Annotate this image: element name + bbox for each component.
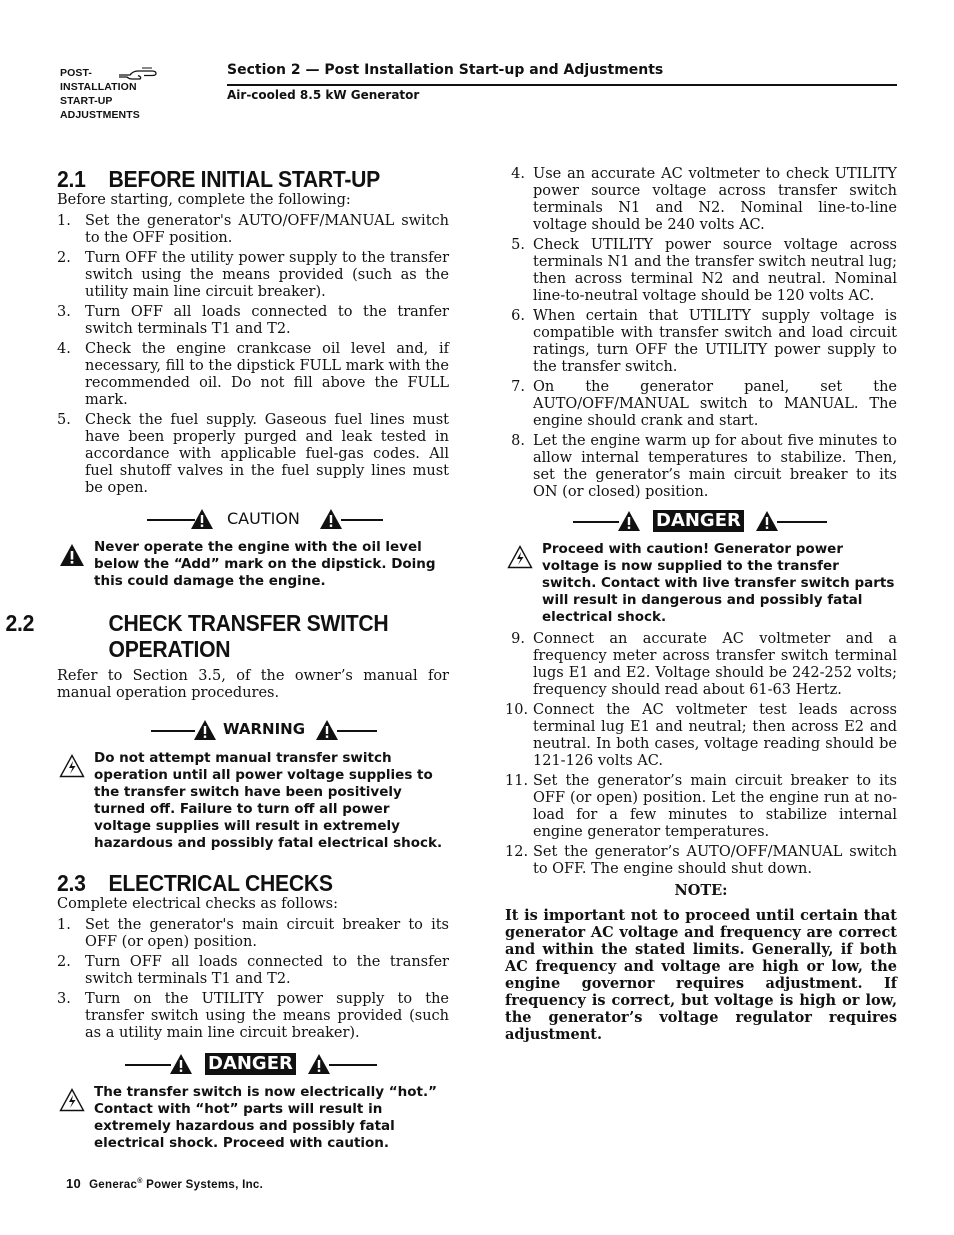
danger-header <box>505 509 897 535</box>
company-name-rest: Power Systems, Inc. <box>146 1179 264 1191</box>
heading-2-1: 2.1 BEFORE INITIAL START-UP <box>57 166 381 192</box>
warning-triangle-icon <box>193 719 217 741</box>
danger-label: DANGER <box>205 1053 296 1075</box>
electrical-hazard-icon <box>59 754 85 778</box>
steps-2-3 <box>57 917 449 1042</box>
left-column <box>5 166 449 1152</box>
danger-message: Proceed with caution! Generator power voltage is now supplied to the transfer switch. Contact with live transfer switch parts will result in dangerous and possibly fatal electrical shock. <box>505 541 897 626</box>
electrical-hazard-icon <box>507 545 533 569</box>
list-item: 2. Turn OFF the utility power supply to the transfer switch using the means provided (such as the utility main line circuit breaker). <box>57 250 449 300</box>
electrical-hazard-icon <box>59 1088 85 1112</box>
steps-2-3-continued <box>505 166 897 501</box>
registered-mark: ® <box>137 1178 143 1186</box>
heading-2-2: 2.2 CHECK TRANSFER SWITCH OPERATION <box>5 610 389 662</box>
logo-line: ADJUSTMENTS <box>60 109 140 121</box>
steps-2-1 <box>57 213 449 497</box>
heading-2-3: 2.3 ELECTRICAL CHECKS <box>57 870 333 896</box>
document-subtitle: Air-cooled 8.5 kW Generator <box>227 88 420 102</box>
intro-text: Refer to Section 3.5, of the owner’s manual for manual operation procedures. <box>57 668 449 701</box>
list-item: 5. Check UTILITY power source voltage across terminals N1 and the transfer switch neutral lug; then across terminal N2 and neutral. Nominal line-to-neutral voltage should be 120 volts AC. <box>511 237 897 304</box>
caution-header <box>57 507 449 533</box>
warning-triangle-icon <box>755 510 779 532</box>
list-item: 8. Let the engine warm up for about five minutes to allow internal temperatures to stabilize. Then, set the generator’s main circuit breaker to its ON (or closed) position. <box>511 433 897 500</box>
section-title: Section 2 — Post Installation Start-up and Adjustments <box>227 62 664 78</box>
warning-triangle-icon <box>319 508 343 530</box>
list-item: 10. Connect the AC voltmeter test leads across terminal lug E1 and neutral; then across E2 and neutral. In both cases, voltage reading should be 121-126 volts AC. <box>505 702 897 769</box>
danger-message: The transfer switch is now electrically “hot.” Contact with “hot” parts will result in extremely hazardous and possibly fatal electrical shock. Proceed with caution. <box>57 1084 449 1152</box>
warning-triangle-icon <box>190 508 214 530</box>
list-item: 6. When certain that UTILITY supply voltage is compatible with transfer switch and load circuit ratings, turn OFF the UTILITY power supply to the transfer switch. <box>511 308 897 375</box>
logo-line: INSTALLATION <box>60 81 137 93</box>
logo-line: POST- <box>60 67 93 79</box>
danger-label: DANGER <box>653 510 744 532</box>
list-item: 4. Use an accurate AC voltmeter to check UTILITY power source voltage across transfer switch terminals N1 and N2. Nominal line-to-line voltage should be 240 volts AC. <box>511 166 897 233</box>
list-item: 7. On the generator panel, set the AUTO/OFF/MANUAL switch to MANUAL. The engine should crank and start. <box>511 379 897 429</box>
intro-text: Before starting, complete the following: <box>57 192 351 208</box>
list-item: 2. Turn OFF all loads connected to the transfer switch terminals T1 and T2. <box>57 954 449 987</box>
list-item: 12. Set the generator’s AUTO/OFF/MANUAL switch to OFF. The engine should shut down. <box>505 844 897 877</box>
note-title: NOTE: <box>674 882 728 899</box>
caution-message: Never operate the engine with the oil level below the “Add” mark on the dipstick. Doing this could damage the engine. <box>57 539 449 590</box>
logo-line: START-UP <box>60 95 113 107</box>
list-item: 1. Set the generator's AUTO/OFF/MANUAL switch to the OFF position. <box>57 213 449 246</box>
warning-header <box>57 718 449 744</box>
warning-triangle-icon <box>315 719 339 741</box>
warning-triangle-icon <box>169 1053 193 1075</box>
warning-triangle-icon <box>307 1053 331 1075</box>
warning-triangle-icon <box>617 510 641 532</box>
warning-triangle-icon <box>59 543 85 567</box>
steps-2-3-final <box>505 631 897 878</box>
pointing-hand-icon <box>118 66 160 82</box>
list-item: 11. Set the generator’s main circuit breaker to its OFF (or open) position. Let the engine run at no-load for a few minutes to stabilize internal engine generator temperatures. <box>505 773 897 840</box>
list-item: 9. Connect an accurate AC voltmeter and a frequency meter across transfer switch terminal lugs E1 and E2. Voltage should be 242-252 volts; frequency should read about 61-63 Hertz. <box>511 631 897 698</box>
note-text: It is important not to proceed until certain that generator AC voltage and frequency are correct and within the stated limits. Generally, if both AC frequency and voltage are high or low, the engine governor requires adjustment. If frequency is correct, but voltage is high or low, the generator’s voltage regulator requires adjustment. <box>505 907 897 1043</box>
list-item: 1. Set the generator's main circuit breaker to its OFF (or open) position. <box>57 917 449 950</box>
danger-header <box>57 1052 449 1078</box>
warning-message: Do not attempt manual transfer switch operation until all power voltage supplies to the transfer switch have been positively turned off. Failure to turn off all power voltage supplies will result in extremely hazardous and possibly fatal electrical shock. <box>57 750 449 852</box>
page-number: 10 <box>66 1176 82 1191</box>
section-logo <box>60 66 210 126</box>
intro-text: Complete electrical checks as follows: <box>57 896 338 912</box>
warning-label: WARNING <box>223 720 306 738</box>
list-item: 3. Turn on the UTILITY power supply to the transfer switch using the means provided (such as a utility main line circuit breaker). <box>57 991 449 1041</box>
right-column <box>505 166 897 1043</box>
header-rule <box>227 84 897 86</box>
list-item: 3. Turn OFF all loads connected to the tranfer switch terminals T1 and T2. <box>57 304 449 337</box>
page-footer <box>66 1176 263 1191</box>
company-name: Generac <box>89 1179 138 1191</box>
list-item: 5. Check the fuel supply. Gaseous fuel lines must have been properly purged and leak tested in accordance with applicable fuel-gas codes. All fuel shutoff valves in the fuel supply lines must be open. <box>57 412 449 496</box>
caution-label: CAUTION <box>227 509 300 528</box>
list-item: 4. Check the engine crankcase oil level and, if necessary, fill to the dipstick FULL mark with the recommended oil. Do not fill above the FULL mark. <box>57 341 449 408</box>
